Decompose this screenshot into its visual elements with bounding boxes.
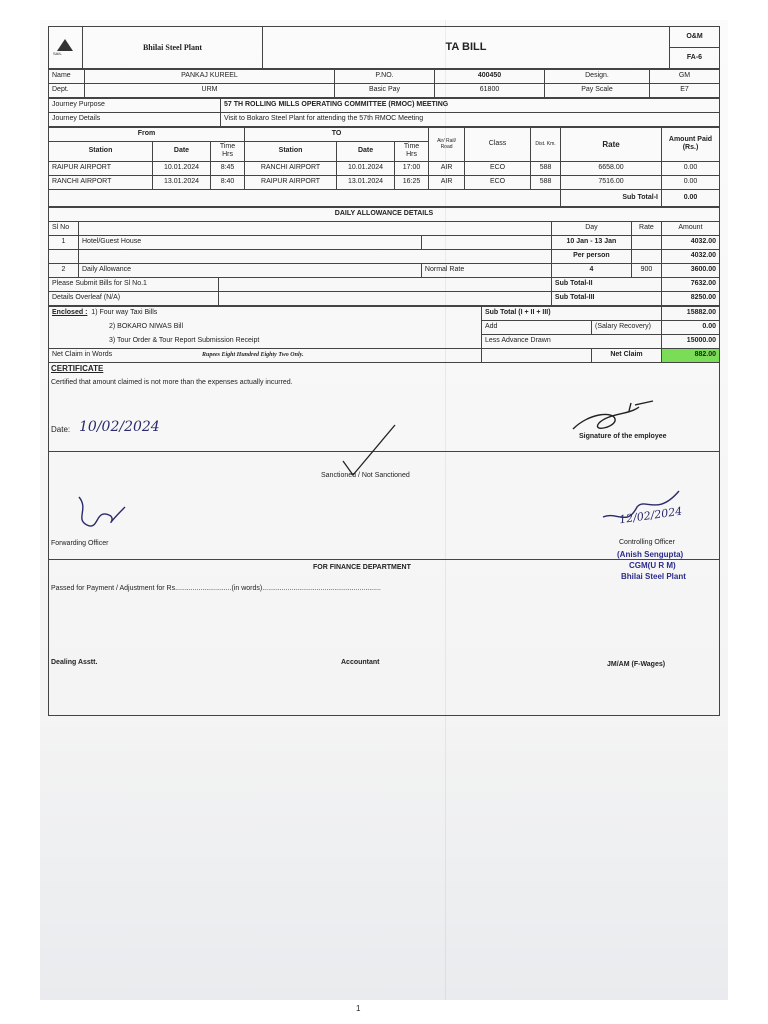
pay-scale-label: Pay Scale xyxy=(545,84,650,98)
net-claim-label: Net Claim xyxy=(591,348,661,362)
sail-logo-icon: SAIL xyxy=(52,37,78,59)
grand-total-value: 15882.00 xyxy=(662,306,720,320)
travel-cell: 13.01.2024 xyxy=(153,175,211,189)
controlling-officer-label: Controlling Officer xyxy=(619,538,675,546)
travel-cell: AIR xyxy=(429,175,465,189)
from-header: From xyxy=(49,128,245,142)
sl-no: 2 xyxy=(49,263,79,277)
form-code-2: FA-6 xyxy=(670,48,720,69)
signed-date: 10/02/2024 xyxy=(79,418,160,435)
sl-no-label: Sl No xyxy=(49,221,79,235)
da-rate: 900 xyxy=(631,263,661,277)
blank-cell xyxy=(49,189,561,206)
amount-header: Amount Paid (Rs.) xyxy=(662,128,720,162)
enclosed-item: 2) BOKARO NIWAS Bill xyxy=(49,320,482,334)
grand-total-label: Sub Total (I + II + III) xyxy=(481,306,661,320)
travel-cell: RANCHI AIRPORT xyxy=(245,161,337,175)
salary-recovery-value: 0.00 xyxy=(662,320,720,334)
page-number: 1 xyxy=(356,1004,361,1013)
pno-label: P.NO. xyxy=(335,70,435,84)
da-amount: 3600.00 xyxy=(661,263,719,277)
dealing-assistant-label: Dealing Asstt. xyxy=(51,658,98,666)
employee-table xyxy=(48,69,720,98)
blank-cell xyxy=(79,249,552,263)
designation-value: GM xyxy=(650,70,720,84)
travel-table xyxy=(48,127,720,207)
sanction-label: Sanctioned / Not Sanctioned xyxy=(321,471,410,479)
subtotal-2-value: 7632.00 xyxy=(661,277,719,291)
travel-cell: 7516.00 xyxy=(561,175,662,189)
sl-no: 1 xyxy=(49,235,79,249)
from-time-header: Time Hrs xyxy=(211,142,245,162)
totals-table xyxy=(48,306,720,363)
distance-header: Dist. Km. xyxy=(531,128,561,162)
travel-cell: ECO xyxy=(465,175,531,189)
rate-header: Rate xyxy=(561,128,662,162)
mode-header: Air/ Rail/ Road xyxy=(429,128,465,162)
travel-cell: ECO xyxy=(465,161,531,175)
advance-value: 15000.00 xyxy=(662,334,720,348)
rate-label: Rate xyxy=(631,221,661,235)
travel-cell: 16:25 xyxy=(395,175,429,189)
allowance-table xyxy=(48,207,720,306)
certificate-text: Certified that amount claimed is not more than the expenses actually incurred. xyxy=(51,378,293,386)
form-code-1: O&M xyxy=(670,27,720,48)
travel-cell: RANCHI AIRPORT xyxy=(49,175,153,189)
net-claim-words-label: Net Claim in Words xyxy=(52,351,113,359)
blank-cell xyxy=(481,348,591,362)
enclosed-label: Enclosed : xyxy=(52,309,88,317)
employee-name: PANKAJ KUREEL xyxy=(85,70,335,84)
document-sheet xyxy=(40,20,728,1000)
officer-name-stamp: (Anish Sengupta) xyxy=(617,549,684,559)
subtotal-3-value: 8250.00 xyxy=(661,291,719,305)
travel-cell: RAIPUR AIRPORT xyxy=(245,175,337,189)
forwarding-officer-signature xyxy=(69,489,139,539)
accountant-label: Accountant xyxy=(341,658,380,666)
stay-period: 10 Jan - 13 Jan xyxy=(551,235,631,249)
allowance-description: Daily Allowance xyxy=(79,263,422,277)
name-label: Name xyxy=(49,70,85,84)
travel-cell: AIR xyxy=(429,161,465,175)
blank-cell xyxy=(631,249,661,263)
enclosed-item: 1) Four way Taxi Bills xyxy=(91,309,158,317)
header-table xyxy=(48,26,720,69)
net-claim-value: 882.00 xyxy=(662,348,720,362)
blank-cell xyxy=(219,277,552,291)
travel-cell: 8:40 xyxy=(211,175,245,189)
blank-cell xyxy=(631,235,661,249)
travel-cell: RAIPUR AIRPORT xyxy=(49,161,153,175)
subtotal-3-label: Sub Total-III xyxy=(551,291,661,305)
overleaf-note: Details Overleaf (N/A) xyxy=(49,291,219,305)
allowance-description: Hotel/Guest House xyxy=(79,235,422,249)
date-label: Date: xyxy=(51,424,71,434)
certificate-section xyxy=(48,363,720,716)
allowance-title: DAILY ALLOWANCE DETAILS xyxy=(49,207,720,221)
travel-cell: 17:00 xyxy=(395,161,429,175)
per-person-label: Per person xyxy=(551,249,631,263)
travel-cell: 10.01.2024 xyxy=(153,161,211,175)
journey-table xyxy=(48,98,720,127)
from-station-header: Station xyxy=(49,142,153,162)
dept-value: URM xyxy=(85,84,335,98)
officer-plant-stamp: Bhilai Steel Plant xyxy=(621,571,686,581)
travel-cell: 588 xyxy=(531,161,561,175)
employee-signature-label: Signature of the employee xyxy=(579,432,667,440)
pno-value: 400450 xyxy=(435,70,545,84)
dept-label: Dept. xyxy=(49,84,85,98)
bill-title: TA BILL xyxy=(263,27,670,69)
submit-bills-note: Please Submit Bills for Sl No.1 xyxy=(49,277,219,291)
forwarding-officer-label: Forwarding Officer xyxy=(51,539,109,547)
travel-row xyxy=(49,161,720,175)
add-label: Add xyxy=(481,320,591,334)
enclosed-item: 3) Tour Order & Tour Report Submission Receipt xyxy=(49,334,482,348)
travel-cell: 588 xyxy=(531,175,561,189)
subtotal-2-label: Sub Total-II xyxy=(551,277,661,291)
blank-cell xyxy=(421,235,551,249)
blank-cell xyxy=(219,291,552,305)
travel-cell: 0.00 xyxy=(662,175,720,189)
salary-recovery-label: (Salary Recovery) xyxy=(591,320,661,334)
to-station-header: Station xyxy=(245,142,337,162)
per-person-amount: 4032.00 xyxy=(661,249,719,263)
travel-row xyxy=(49,175,720,189)
advance-label: Less Advance Drawn xyxy=(481,334,661,348)
journey-purpose-label: Journey Purpose xyxy=(49,99,221,113)
controlling-officer-date: 12/02/2024 xyxy=(618,504,683,527)
da-days: 4 xyxy=(551,263,631,277)
to-header: TO xyxy=(245,128,429,142)
words-cell xyxy=(49,348,482,362)
officer-post-stamp: CGM(U R M) xyxy=(629,560,676,570)
finance-title: FOR FINANCE DEPARTMENT xyxy=(313,563,411,571)
subtotal-1-label: Sub Total-I xyxy=(561,189,662,206)
rate-type: Normal Rate xyxy=(421,263,551,277)
certificate-title: CERTIFICATE xyxy=(51,363,104,373)
travel-cell: 6658.00 xyxy=(561,161,662,175)
jm-am-label: JM/AM (F-Wages) xyxy=(607,660,666,668)
passed-for-payment: Passed for Payment / Adjustment for Rs.............................(in words)............................................................. xyxy=(51,584,381,592)
to-time-header: Time Hrs xyxy=(395,142,429,162)
hotel-amount: 4032.00 xyxy=(661,235,719,249)
basic-pay-value: 61800 xyxy=(435,84,545,98)
from-date-header: Date xyxy=(153,142,211,162)
subtotal-1-value: 0.00 xyxy=(662,189,720,206)
journey-details-value: Visit to Bokaro Steel Plant for attending the 57th RMOC Meeting xyxy=(221,113,720,127)
class-header: Class xyxy=(465,128,531,162)
travel-cell: 10.01.2024 xyxy=(337,161,395,175)
designation-label: Design. xyxy=(545,70,650,84)
basic-pay-label: Basic Pay xyxy=(335,84,435,98)
travel-cell: 8:45 xyxy=(211,161,245,175)
net-claim-words: Rupees Eight Hundred Eighty Two Only. xyxy=(202,352,304,359)
journey-details-label: Journey Details xyxy=(49,113,221,127)
divider xyxy=(49,559,719,560)
blank-cell xyxy=(79,221,552,235)
to-date-header: Date xyxy=(337,142,395,162)
blank-cell xyxy=(49,249,79,263)
pay-scale-value: E7 xyxy=(650,84,720,98)
day-label: Day xyxy=(551,221,631,235)
travel-cell: 0.00 xyxy=(662,161,720,175)
logo-cell xyxy=(49,27,83,69)
journey-purpose-value: 57 TH ROLLING MILLS OPERATING COMMITTEE (RMOC) MEETING xyxy=(221,99,720,113)
org-name: Bhilai Steel Plant xyxy=(83,27,263,69)
travel-cell: 13.01.2024 xyxy=(337,175,395,189)
amount-label: Amount xyxy=(661,221,719,235)
ta-bill-form xyxy=(48,26,720,716)
